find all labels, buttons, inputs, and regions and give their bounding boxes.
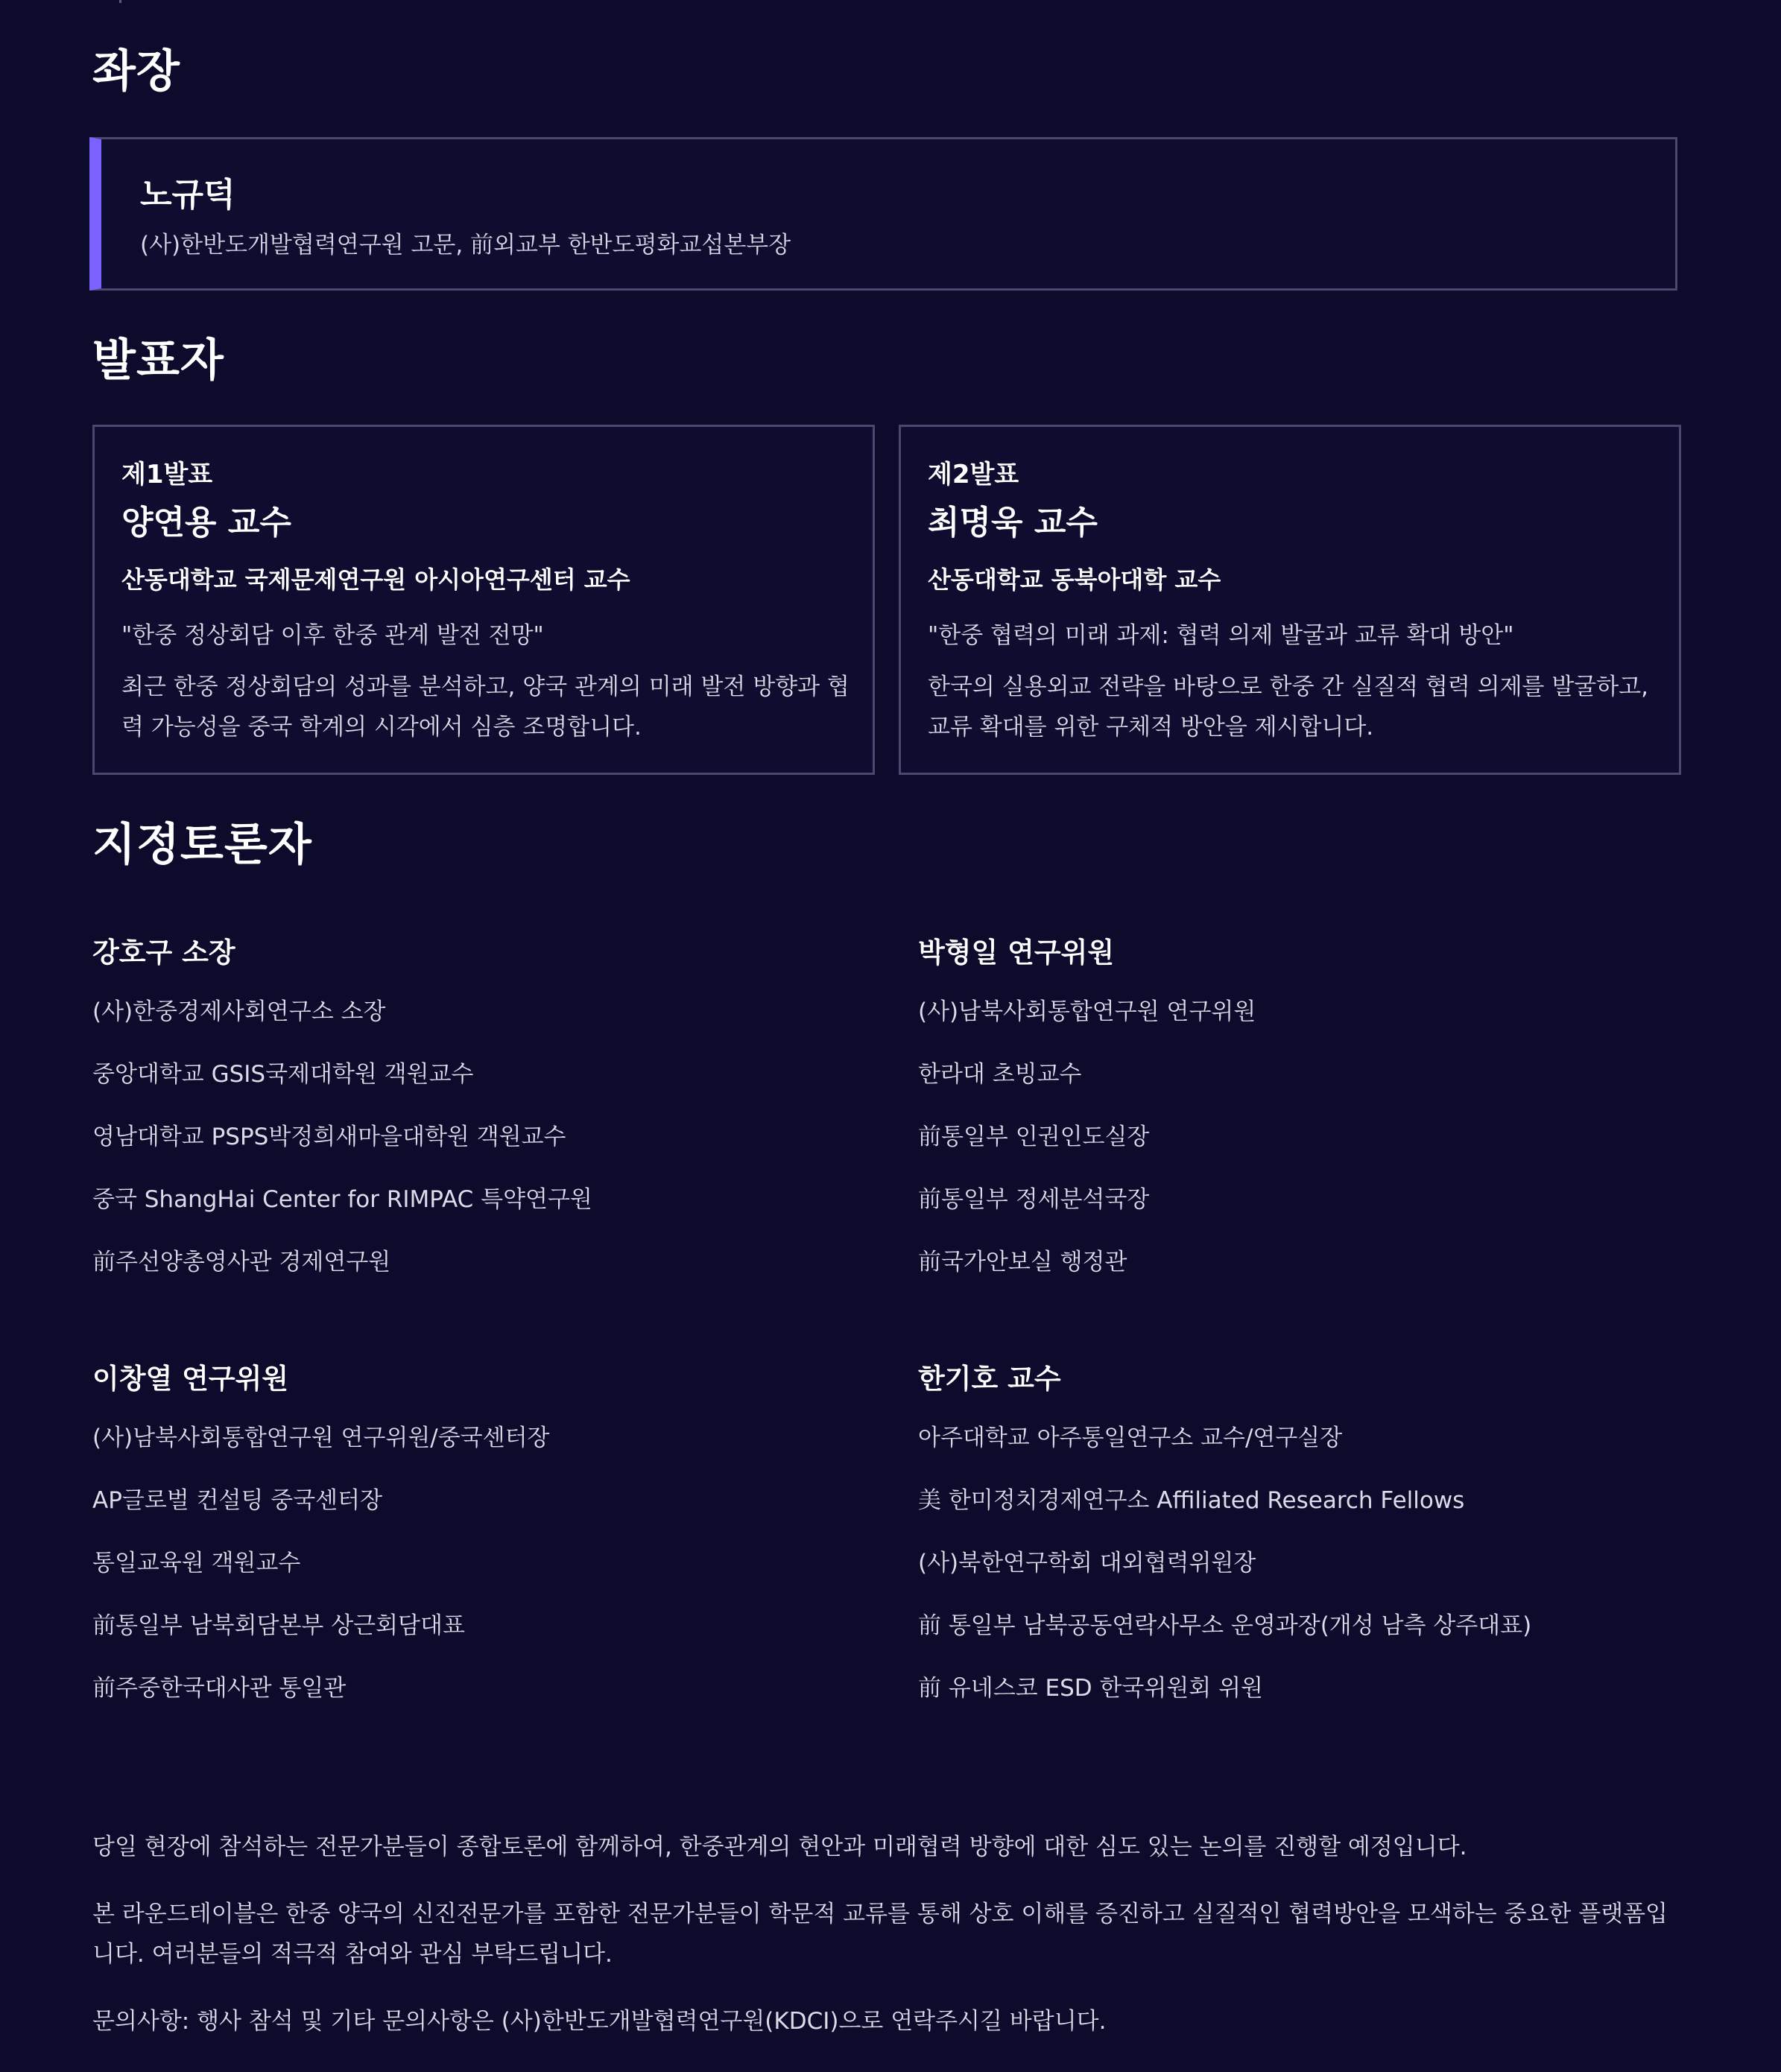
credential-item: 前주선양총영사관 경제연구원 <box>92 1249 391 1276</box>
presenter-affiliation: 산동대학교 국제문제연구원 아시아연구센터 교수 <box>121 565 630 594</box>
credential-item: AP글로벌 컨설팅 중국센터장 <box>92 1487 383 1514</box>
credential-item: 중앙대학교 GSIS국제대학원 객원교수 <box>92 1061 474 1088</box>
presenter-affiliation: 산동대학교 동북아대학 교수 <box>928 565 1221 594</box>
chair-card <box>89 137 1677 291</box>
presenter-order: 제2발표 <box>928 460 1019 490</box>
discussant-credentials <box>918 1407 1663 1720</box>
closing-paragraph-2: 본 라운드테이블은 한중 양국의 신진전문가를 포함한 전문가분들이 학문적 교류를 통해 상호 이해를 증진하고 실질적인 협력방안을 모색하는 중요한 플랫폼입니다. 여러분들의 적극적 참여와 관심 부탁드립니다. <box>92 1901 1668 1968</box>
credential-item: 한라대 초빙교수 <box>918 1061 1082 1088</box>
credential-item: 美 한미정치경제연구소 Affiliated Research Fellows <box>918 1487 1465 1514</box>
credential-item: 아주대학교 아주통일연구소 교수/연구실장 <box>918 1425 1343 1451</box>
credential-item: 前통일부 남북회담본부 상근회담대표 <box>92 1612 465 1639</box>
presenter-topic: "한중 정상회담 이후 한중 관계 발전 전망" <box>121 622 544 649</box>
credential-item: 前 유네스코 ESD 한국위원회 위원 <box>918 1675 1263 1702</box>
presenter-card-2 <box>899 425 1681 775</box>
credential-item: (사)북한연구학회 대외협력위원장 <box>918 1550 1256 1577</box>
top-divider-tick <box>119 0 121 3</box>
discussant-1 <box>92 930 838 1293</box>
presenter-description: 한국의 실용외교 전략을 바탕으로 한중 간 실질적 협력 의제를 발굴하고, 교류 확대를 위한 구체적 방안을 제시합니다. <box>928 674 1648 741</box>
discussant-credentials <box>918 980 1663 1293</box>
credential-item: 통일교육원 객원교수 <box>92 1550 301 1577</box>
discussant-name: 박형일 연구위원 <box>918 937 1115 969</box>
chair-heading: 좌장 <box>92 45 180 98</box>
presenter-name: 최명욱 교수 <box>928 504 1098 542</box>
discussant-2 <box>918 930 1663 1293</box>
chair-name: 노규덕 <box>140 176 235 214</box>
credential-item: (사)남북사회통합연구원 연구위원/중국센터장 <box>92 1425 550 1451</box>
credential-item: 영남대학교 PSPS박정희새마을대학원 객원교수 <box>92 1124 566 1150</box>
chair-role: (사)한반도개발협력연구원 고문, 前외교부 한반도평화교섭본부장 <box>140 232 791 259</box>
discussant-credentials <box>92 980 838 1293</box>
discussants-heading: 지정토론자 <box>92 819 312 871</box>
discussant-3 <box>92 1356 838 1720</box>
credential-item: 중국 ShangHai Center for RIMPAC 특약연구원 <box>92 1186 592 1213</box>
presenter-card-1 <box>92 425 875 775</box>
contact-paragraph: 문의사항: 행사 참석 및 기타 문의사항은 (사)한반도개발협력연구원(KDCI)으로 연락주시길 바랍니다. <box>92 2008 1107 2035</box>
presenters-heading: 발표자 <box>92 335 224 387</box>
discussant-name: 이창열 연구위원 <box>92 1363 289 1395</box>
discussant-name: 강호구 소장 <box>92 937 235 969</box>
discussant-credentials <box>92 1407 838 1720</box>
credential-item: (사)남북사회통합연구원 연구위원 <box>918 998 1256 1025</box>
credential-item: 前통일부 인권인도실장 <box>918 1124 1150 1150</box>
credential-item: 前주중한국대사관 통일관 <box>92 1675 347 1702</box>
presenter-description: 최근 한중 정상회담의 성과를 분석하고, 양국 관계의 미래 발전 방향과 협력 가능성을 중국 학계의 시각에서 심층 조명합니다. <box>121 674 850 741</box>
credential-item: 前통일부 정세분석국장 <box>918 1186 1150 1213</box>
presenter-name: 양연용 교수 <box>121 504 291 542</box>
discussant-4 <box>918 1356 1663 1720</box>
credential-item: 前 통일부 남북공동연락사무소 운영과장(개성 남측 상주대표) <box>918 1612 1532 1639</box>
discussant-name: 한기호 교수 <box>918 1363 1061 1395</box>
credential-item: (사)한중경제사회연구소 소장 <box>92 998 386 1025</box>
closing-paragraph-1: 당일 현장에 참석하는 전문가분들이 종합토론에 함께하여, 한중관계의 현안과 미래협력 방향에 대한 심도 있는 논의를 진행할 예정입니다. <box>92 1834 1467 1860</box>
presenter-topic: "한중 협력의 미래 과제: 협력 의제 발굴과 교류 확대 방안" <box>928 622 1514 649</box>
credential-item: 前국가안보실 행정관 <box>918 1249 1127 1276</box>
presenter-order: 제1발표 <box>121 460 213 490</box>
